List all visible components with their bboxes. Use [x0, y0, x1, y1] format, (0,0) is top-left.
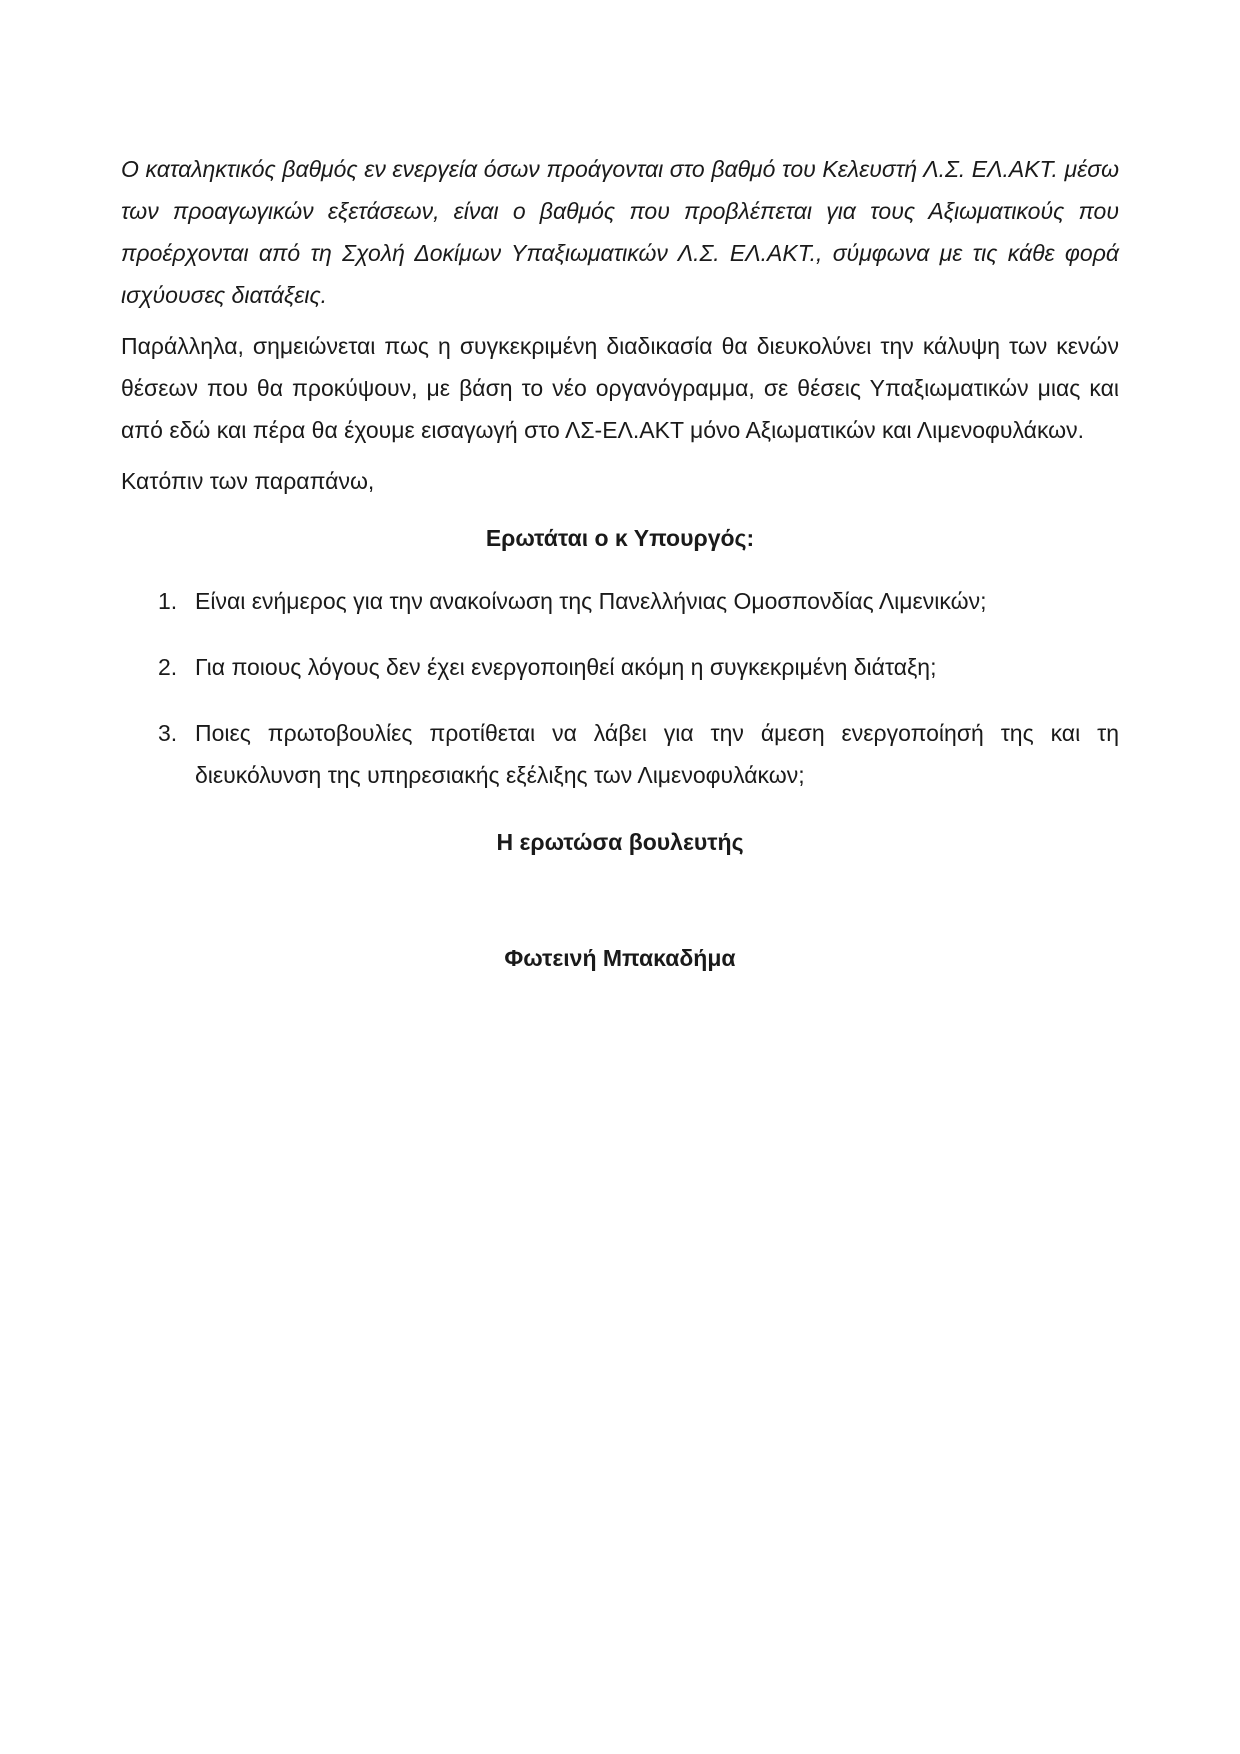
list-item-text: Είναι ενήμερος για την ανακοίνωση της Πανελλήνιας Ομοσπονδίας Λιμενικών;: [195, 588, 987, 614]
questions-list: [121, 580, 1119, 796]
question-heading: Ερωτάται ο κ Υπουργός:: [485, 525, 755, 551]
signature-title: Η ερωτώσα βουλευτής: [496, 829, 744, 855]
list-item-number: 1.: [158, 588, 178, 614]
document-page: [121, 148, 1119, 979]
second-paragraph: Παράλληλα, σημειώνεται πως η συγκεκριμένη διαδικασία θα διευκολύνει την κάλυψη των κενών θέσεων που θα προκύψουν, με βάση το νέο οργανόγραμμα, σε θέσεις Υπαξιωματικών μιας και από εδώ και πέρα θα έχουμε εισαγωγή στο ΛΣ-ΕΛ.ΑΚΤ μόνο Αξιωματικών και Λιμενοφυλάκων.: [121, 333, 1119, 443]
list-item-text: Για ποιους λόγους δεν έχει ενεργοποιηθεί ακόμη η συγκεκριμένη διάταξη;: [195, 654, 937, 680]
list-item: [121, 646, 1119, 688]
third-paragraph: Κατόπιν των παραπάνω,: [121, 468, 375, 494]
list-item: [121, 712, 1119, 796]
signature-name: Φωτεινή Μπακαδήμα: [504, 945, 736, 971]
list-item-number: 3.: [158, 720, 178, 746]
list-item-text: Ποιες πρωτοβουλίες προτίθεται να λάβει για την άμεση ενεργοποίησή της και τη διευκόλυνση της υπηρεσιακής εξέλιξης των Λιμενοφυλάκων;: [195, 720, 1119, 788]
intro-paragraph: Ο καταληκτικός βαθμός εν ενεργεία όσων προάγονται στο βαθμό του Κελευστή Λ.Σ. ΕΛ.ΑΚΤ. μέσω των προαγωγικών εξετάσεων, είναι ο βαθμός που προβλέπεται για τους Αξιωματικούς που προέρχονται από τη Σχολή Δοκίμων Υπαξιωματικών Λ.Σ. ΕΛ.ΑΚΤ., σύμφωνα με τις κάθε φορά ισχύουσες διατάξεις.: [121, 156, 1119, 308]
list-item-number: 2.: [158, 654, 178, 680]
list-item: [121, 580, 1119, 622]
